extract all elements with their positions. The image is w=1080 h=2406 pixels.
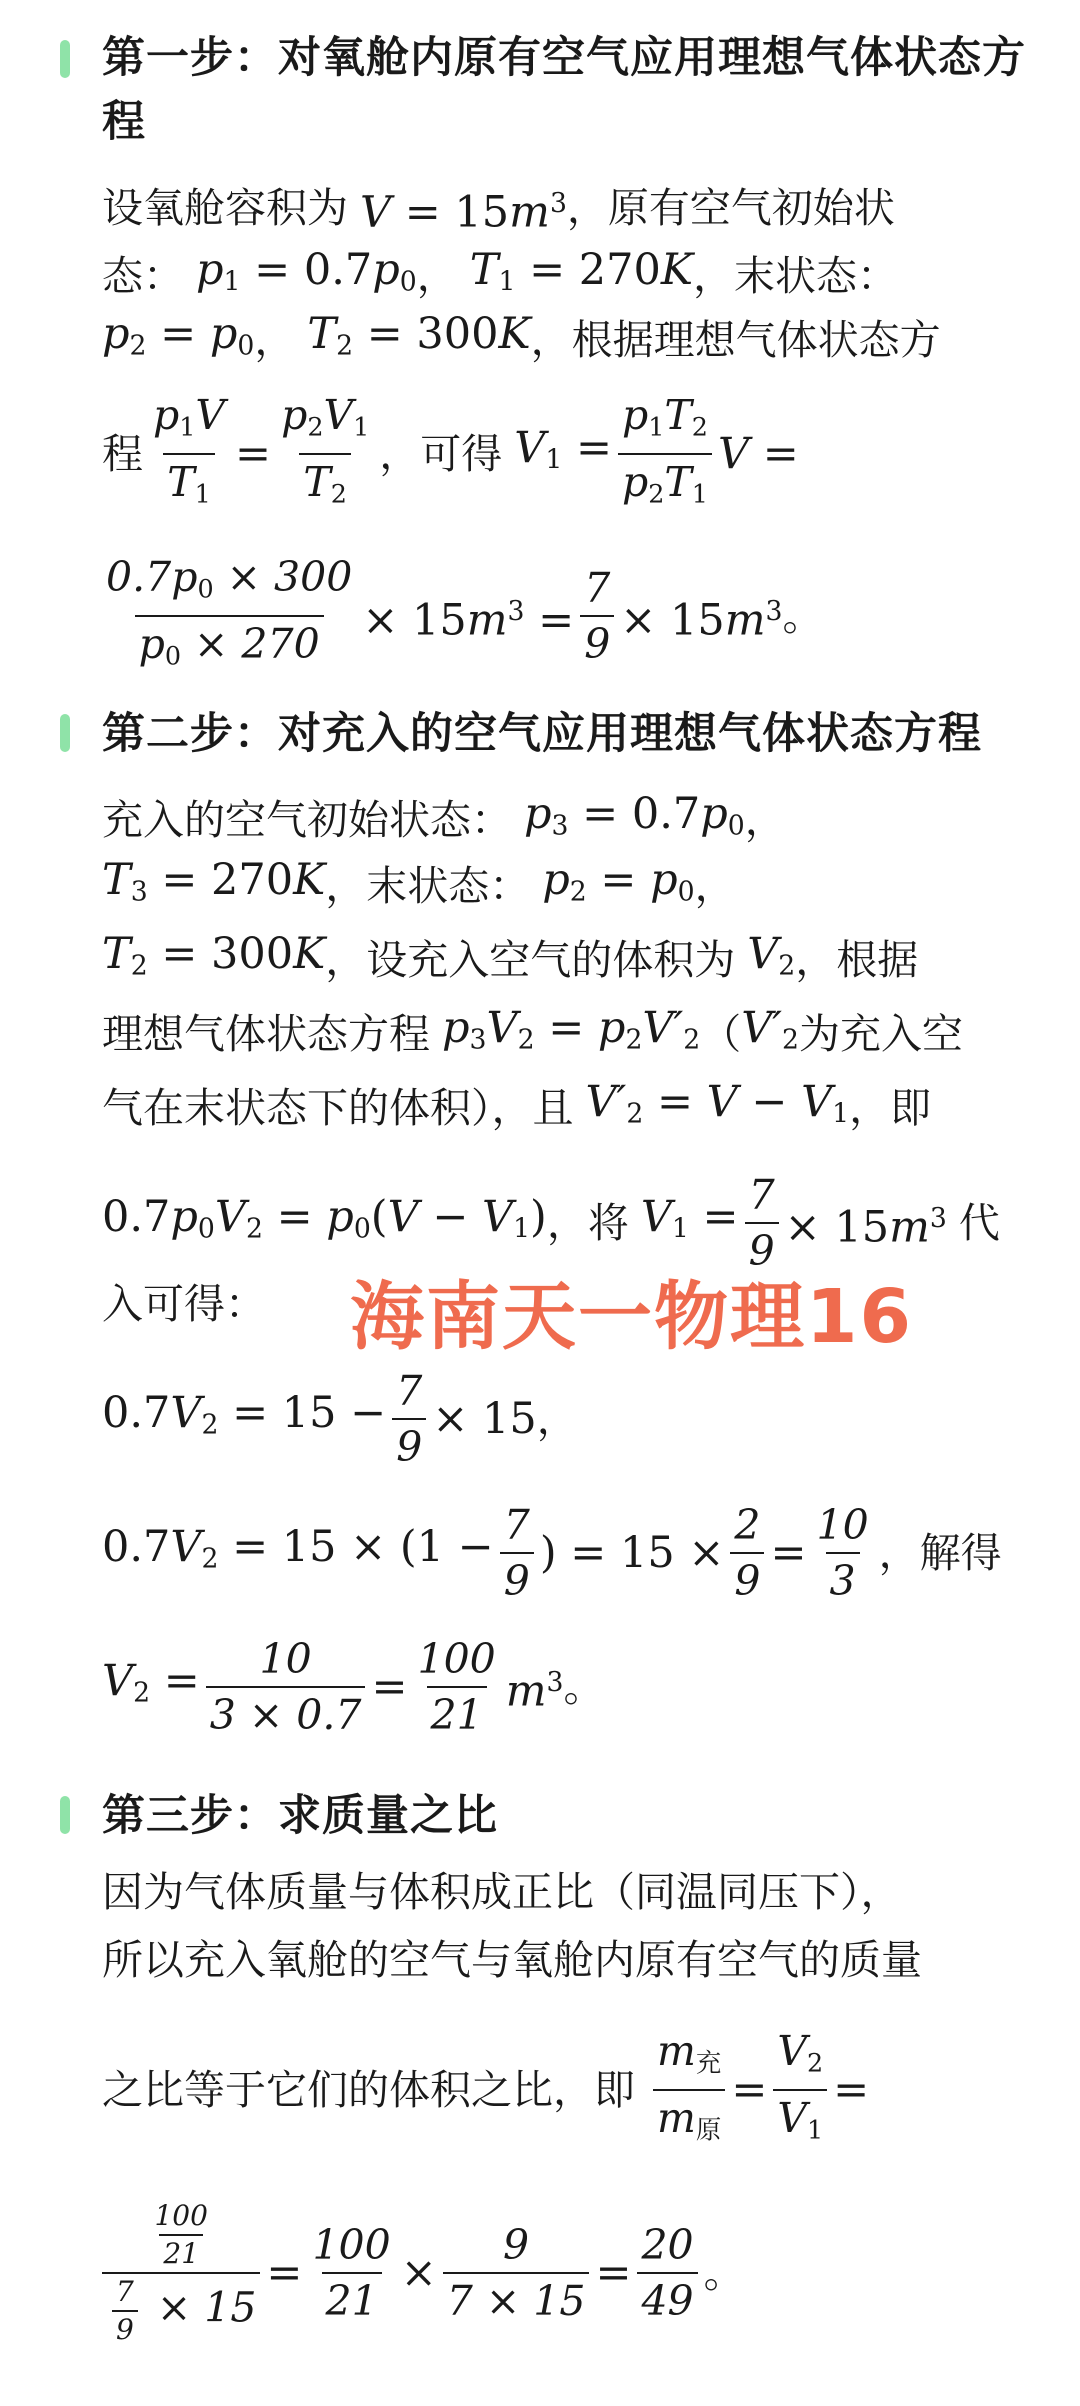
step2-line4: 理想气体状态方程 $p_3V_2 = p_2V'_2$ （ $V'_2$ 为充入空 — [102, 1003, 963, 1059]
step2-line1: 充入的空气初始状态： $p_3 = 0.7p_0$ ， — [102, 789, 786, 845]
step1-marker — [60, 40, 70, 78]
step2-marker — [60, 714, 70, 752]
eq-volume: $V = 15m^3$ — [360, 187, 567, 238]
step3-line4: $\frac{100}{21}$ $\frac{7}{9}$ × 15 = $\frac{100}{21}$ × $\frac{9}{7 \times 15}$ = $\frac{20}{49}$ 。 — [102, 2200, 1040, 2346]
step3-line2: 所以充入氧舱的空气与氧舱内原有空气的质量 — [102, 1936, 922, 1984]
step1-line4: 程 $\frac{p_1V}{T_1}$ = $\frac{p_2V_1}{T_2}$ ，可得 $V_1$ = $\frac{p_1T_2}{p_2T_1}$ V = — [102, 390, 1040, 519]
step2-line8: $0.7V_2 = 15$ − $\frac{7}{9}$ × 15 ， — [102, 1367, 578, 1471]
step1-line2: 态： $p_1 = 0.7p_0$ ， $T_1 = 270K$ ，末状态： — [102, 245, 898, 301]
watermark-text: 海南天一物理16 — [350, 1274, 913, 1360]
step3-title: 第三步：求质量之比 — [102, 1791, 498, 1841]
step2-line9: $0.7V_2 = 15 \times (1$ − $\frac{7}{9}$ ) = 15 × $\frac{2}{9}$ = $\frac{10}{3}$ ，解得 — [102, 1501, 1002, 1605]
step3-marker — [60, 1796, 70, 1834]
step2-line2: $T_3 = 270K$ ，末状态： $p_2 = p_0$ ， — [102, 855, 736, 911]
step1-line1: 设氧舱容积为 $V = 15m^3$ ，原有空气初始状 — [102, 176, 1040, 241]
step1-line3: $p_2 = p_0$ ， $T_2 = 300K$ ，根据理想气体状态方 — [102, 309, 941, 365]
step1-line5: $\frac{0.7p_0 \times 300}{p_0 \times 270}$ × $15m^3$ = $\frac{7}{9}$ × $15m^3$ 。 — [102, 552, 1040, 681]
step2-line3: $T_2 = 300K$ ，设充入空气的体积为 $V_2$ ，根据 — [102, 929, 919, 985]
step2-line10: $V_2$ = $\frac{10}{3 \times 0.7}$ = $\frac{100}{21}$ $m^3$ 。 — [102, 1635, 605, 1739]
step2-line5: 气在末状态下的体积），且 $V'_2 = V - V_1$ ，即 — [102, 1077, 932, 1133]
step2-title: 第二步：对充入的空气应用理想气体状态方程 — [102, 709, 982, 759]
step1-title: 第一步：对氧舱内原有空气应用理想气体状态方 程 — [102, 33, 1026, 147]
step3-line3: 之比等于它们的体积之比，即 $\frac{m_充}{m_原}$ = $\frac{V_2}{V_1}$ = — [102, 2026, 1040, 2155]
step2-line7: 入可得： — [102, 1280, 266, 1328]
step2-line6: $0.7p_0V_2 = p_0(V - V_1)$ ，将 $V_1$ = $\frac{7}{9}$ × $15m^3$ 代 — [102, 1171, 1000, 1275]
step3-line1: 因为气体质量与体积成正比（同温同压下）， — [102, 1868, 902, 1916]
